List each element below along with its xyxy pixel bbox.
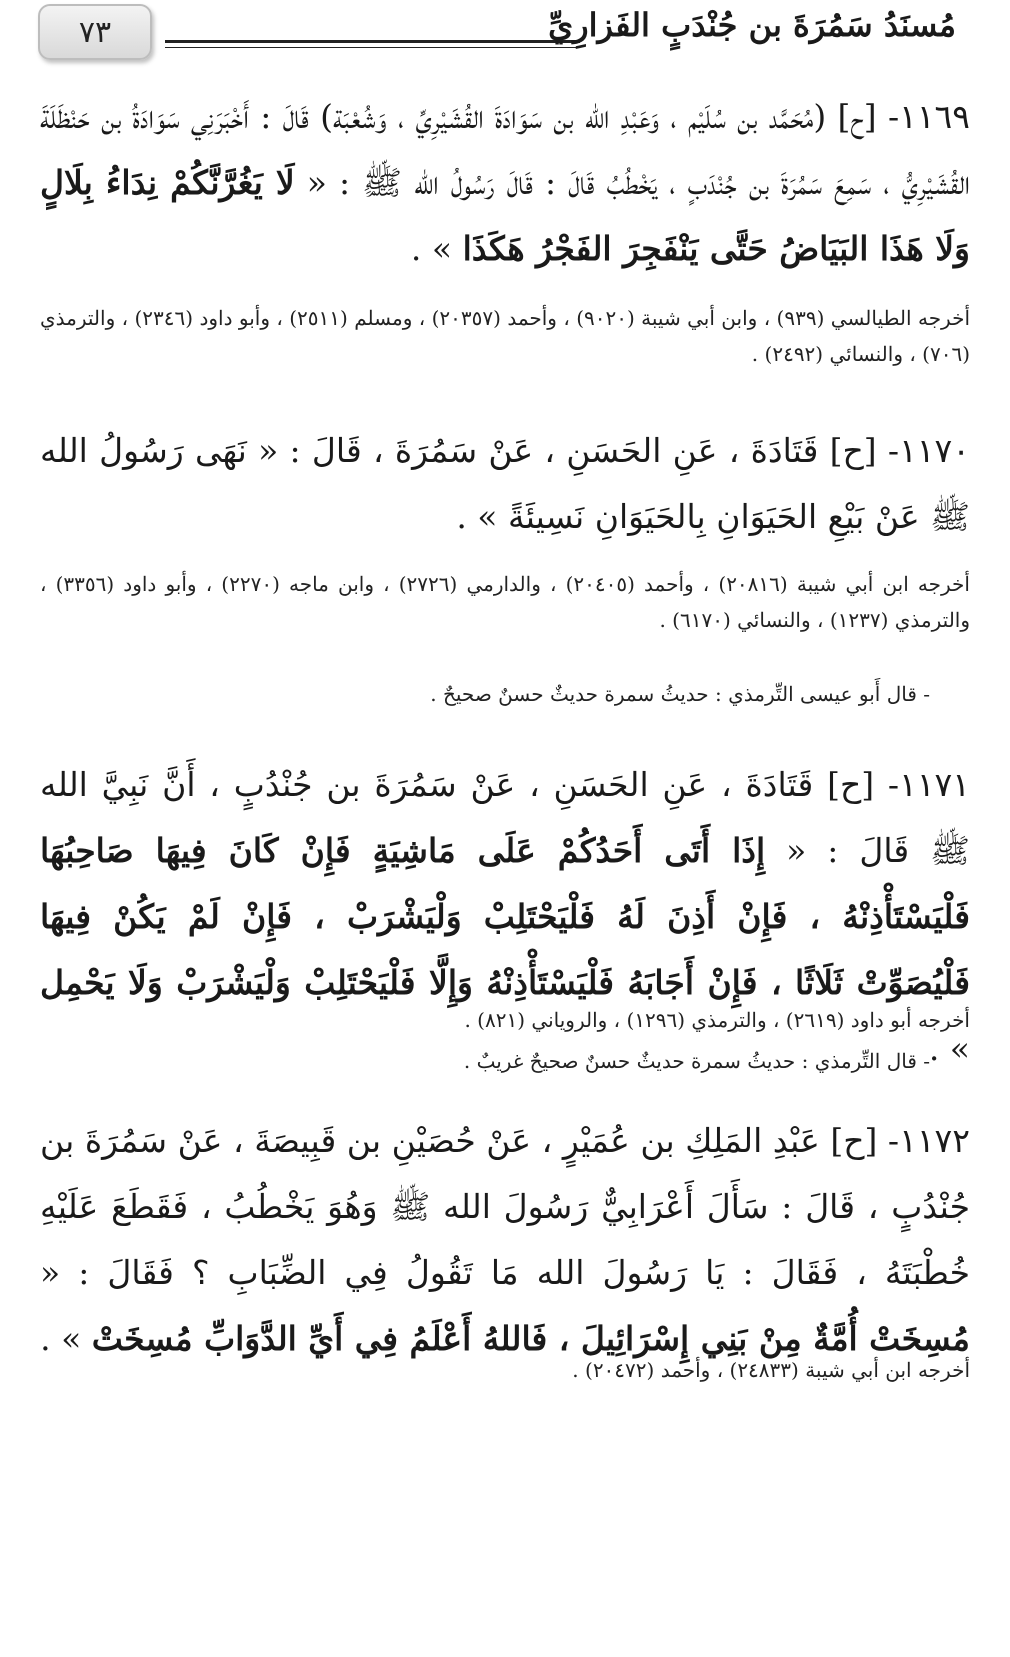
takhrij-1169: أخرجه الطيالسي (٩٣٩) ، وابن أبي شيبة (٩٠٢٠) ، وأحمد (٢٠٣٥٧) ، ومسلم (٢٥١١) ، وأبو داود (٢٣٤٦) ، والترمذي (٧٠٦) ، والنسائي (٢٤٩٢) . <box>40 306 971 366</box>
takhrij-1171: أخرجه أبو داود (٢٦١٩) ، والترمذي (١٢٩٦) ، والروياني (٨٢١) . <box>464 1008 970 1032</box>
hadith-number: ١١٧١ <box>899 765 970 804</box>
hadith-1170 <box>40 418 970 550</box>
hadith-matn: إِذَا أَتَى أَحَدُكُمْ عَلَى مَاشِيَةٍ فَإِنْ كَانَ فِيهَا صَاحِبُهَا فَلْيَسْتَأْذِنْهُ ، فَإِنْ أَذِنَ لَهُ فَلْيَحْتَلِبْ وَلْيَشْرَبْ ، فَإِنْ لَمْ يَكُنْ فِيهَا فَلْيُصَوِّتْ ثَلَاثًا ، فَإِنْ أَجَابَهُ فَلْيَسْتَأْذِنْهُ وَإِلَّا فَلْيَحْتَلِبْ وَلْيَشْرَبْ وَلَا يَحْمِل <box>40 831 970 1002</box>
hadith-1172 <box>40 1108 970 1372</box>
hadith-number: ١١٧٠ <box>899 431 970 470</box>
header-rule <box>165 40 580 43</box>
hadith-close: » . <box>456 497 498 536</box>
hadith-isnad: - [ح] (مُحَمَّد بن سُلَيْم ، وَعَبْدِ الله بن سَوَادَةَ القُشَيْرِيِّ ، وَشُعْبَة) قَالَ : أَخْبَرَنِي سَوَادَةُ بن حَنْظَلَةَ القُشَيْرِيُّ ، سَمِعَ سَمُرَةَ بن جُنْدَبٍ ، يَخْطُبُ قَالَ : قَالَ رَسُولُ الله ﷺ : « <box>40 97 971 202</box>
page-header <box>0 0 1010 70</box>
hadith-close: » . <box>40 1319 82 1358</box>
hadith-1169 <box>40 84 970 282</box>
page-title: مُسنَدُ سَمُرَةَ بن جُنْدَبٍ الفَزارِيِّ <box>548 6 956 44</box>
hadith-isnad: - [ح] قَتَادَةَ ، عَنِ الحَسَنِ ، عَنْ سَمُرَةَ بن جُنْدُبٍ ، أَنَّ نَبِيَّ الله ﷺ قَالَ : « <box>40 765 970 870</box>
hadith-isnad: - [ح] عَبْدِ المَلِكِ بن عُمَيْرٍ ، عَنْ حُصَيْنِ بن قَبِيصَةَ ، عَنْ سَمُرَةَ بن جُنْدُبٍ ، قَالَ : سَأَلَ أَعْرَابِيٌّ رَسُولَ الله ﷺ وَهُوَ يَخْطُبُ ، فَقَطَعَ عَلَيْهِ خُطْبَتَهُ ، فَقَالَ : يَا رَسُولَ الله مَا تَقُولُ فِي الضِّبَابِ ؟ فَقَالَ : « <box>40 1121 970 1292</box>
hadith-matn: لَا يَغُرَّنَّكُمْ نِدَاءُ بِلَالٍ وَلَا هَذَا البَيَاضُ حَتَّى يَنْفَجِرَ الفَجْرُ هَكَذَا <box>40 163 970 268</box>
hadith-close: » . <box>928 1029 970 1068</box>
hadith-number: ١١٧٢ <box>899 1121 970 1160</box>
takhrij-1172: أخرجه ابن أبي شيبة (٢٤٨٣٣) ، وأحمد (٢٠٤٧٢) . <box>572 1358 970 1382</box>
hadith-close: » . <box>410 229 453 268</box>
hadith-isnad: - [ح] قَتَادَةَ ، عَنِ الحَسَنِ ، عَنْ سَمُرَةَ ، قَالَ : « <box>258 431 900 470</box>
comment-1171: - قال التِّرمذي : حديثُ سمرة حديثٌ حسنٌ صحيحٌ غريبٌ . <box>463 1049 930 1073</box>
takhrij-1170: أخرجه ابن أبي شيبة (٢٠٨١٦) ، وأحمد (٢٠٤٠٥) ، والدارمي (٢٧٢٦) ، وابن ماجه (٢٢٧٠) ، وأبو داود (٣٣٥٦) ، والترمذي (١٢٣٧) ، والنسائي (٦١٧٠) . <box>40 572 970 632</box>
header-rule-thin <box>165 47 580 48</box>
page-number: ٧٣ <box>38 4 152 60</box>
comment-1170: - قال أَبو عيسى التِّرمذي : حديثُ سمرة حديثٌ حسنٌ صحيحٌ . <box>430 682 930 706</box>
hadith-number: ١١٦٩ <box>899 97 970 136</box>
hadith-matn: نَهَى رَسُولُ الله ﷺ عَنْ بَيْعِ الحَيَوَانِ بِالحَيَوَانِ نَسِيئَةً <box>40 431 970 536</box>
hadith-matn: مُسِخَتْ أُمَّةٌ مِنْ بَنِي إِسْرَائِيلَ ، فَاللهُ أَعْلَمُ فِي أَيِّ الدَّوَابِّ مُسِخَتْ <box>91 1319 970 1358</box>
